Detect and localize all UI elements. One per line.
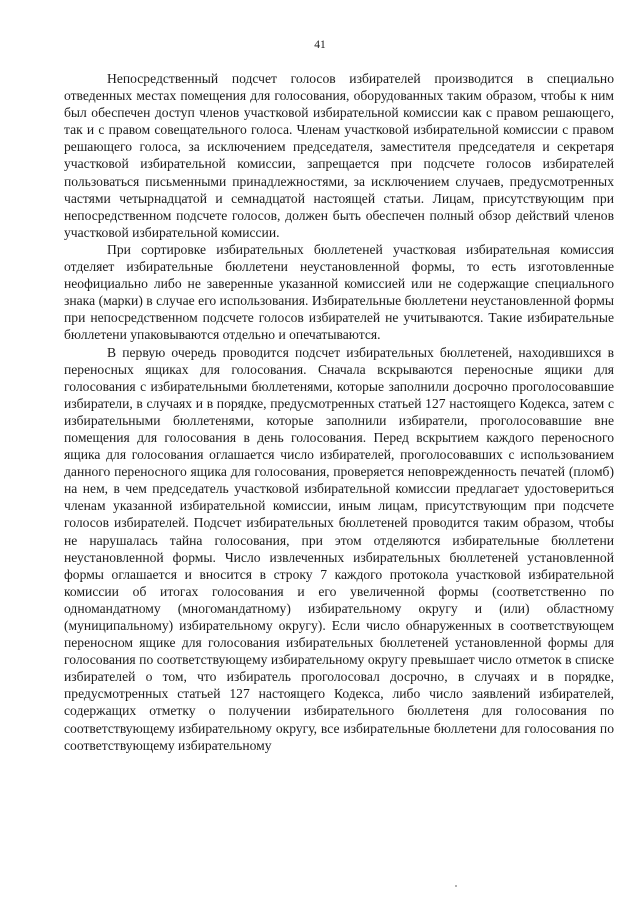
paragraph-vote-count-procedure: Непосредственный подсчет голосов избирателей производится в специально отведенных местах помещения для голосования, оборудованных таким образом, чтобы к ним был обеспечен доступ членов участковой избирательной комиссии как с правом решающего, так и с правом совещательного голоса. Членам участковой избирательной комиссии с правом решающего голоса, за исключением председателя, заместителя председателя и секретаря участковой избирательной комиссии, запрещается при подсчете голосов избирателей пользоваться письменными принадлежностями, за исключением случаев, предусмотренных частями четырнадцатой и семнадцатой настоящей статьи. Лицам, присутствующим при непосредственном подсчете голосов, должен быть обеспечен полный обзор действий членов участковой избирательной комиссии. [64,71,614,240]
paragraph-portable-boxes-count: В первую очередь проводится подсчет избирательных бюллетеней, находившихся в переносных ящиках для голосования. Сначала вскрываются переносные ящики для голосования с избирательными бюллетенями, которые заполнили досрочно проголосовавшие избиратели, в случаях и в порядке, предусмотренных статьей 127 настоящего Кодекса, затем с избирательными бюллетенями, которые заполнили избиратели, проголосовавшие вне помещения для голосования в день голосования. Перед вскрытием каждого переносного ящика для голосования оглашается число избирателей, проголосовавших с использованием данного переносного ящика для голосования, проверяется неповрежденность печатей (пломб) на нем, в чем председатель участковой избирательной комиссии предлагает удостовериться членам указанной избирательной комиссии, иным лицам, присутствующим при подсчете голосов избирателей. Подсчет избирательных бюллетеней проводится таким образом, чтобы не нарушалась тайна голосования, при этом отделяются избирательные бюллетени неустановленной формы. Число извлеченных избирательных бюллетеней установленной формы оглашается и вносится в строку 7 каждого протокола участковой избирательной комиссии об итогах голосования и его увеличенной формы (соответственно по одномандатному (многомандатному) избирательному округу и (или) областному (муниципальному) избирательному округу). Если число обнаруженных в соответствующем переносном ящике для голосования избирательных бюллетеней установленной формы для голосования по соответствующему избирательному округу превышает число отметок в списке избирателей о том, что избиратель проголосовал досрочно, в случаях и в порядке, предусмотренных статьей 127 настоящего Кодекса, либо число заявлений избирателей, содержащих отметку о получении избирательного бюллетеня для голосования по соответствующему избирательному округу, все избирательные бюллетени для голосования по соответствующему избирательному [64,344,614,753]
scan-speck [455,885,457,887]
document-body [64,70,614,754]
paragraph-ballot-sorting: При сортировке избирательных бюллетеней участковая избирательная комиссия отделяет избирательные бюллетени неустановленной формы, то есть изготовленные неофициально либо не заверенные указанной комиссией или не содержащие специального знака (марки) в случае его использования. Избирательные бюллетени неустановленной формы при непосредственном подсчете голосов избирателей не учитываются. Такие избирательные бюллетени упаковываются отдельно и опечатываются. [64,241,614,343]
page-number: 41 [314,39,326,51]
